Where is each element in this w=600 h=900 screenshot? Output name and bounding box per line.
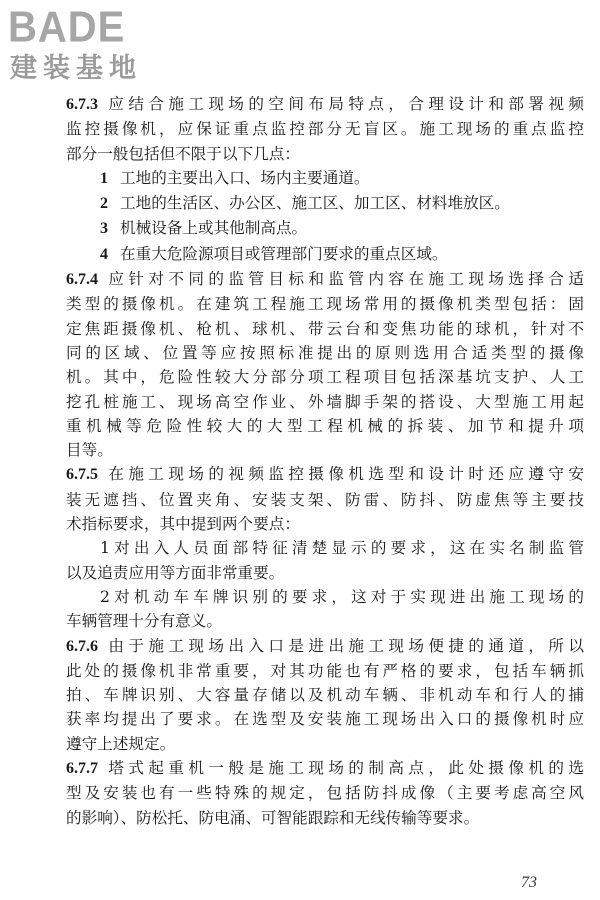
brand-logo [8, 3, 178, 88]
list-item: 1对出入人员面部特征清楚显示的要求，这在实名制监管 [100, 539, 584, 558]
list-item-continuation: 车辆管理十分有意义。 [66, 612, 222, 631]
paragraph-line: 获率均提出了要求。在选型及安装施工现场出入口的摄像机时应 [66, 710, 584, 729]
section-number: 6.7.6 [66, 637, 98, 655]
section-6-7-3-line-1: 6.7.3 应结合施工现场的空间布局特点，合理设计和部署视频 [66, 95, 584, 113]
list-item: 2 工地的生活区、办公区、施工区、加工区、材料堆放区。 [100, 194, 510, 213]
list-item: 2对机动车车牌识别的要求，这对于实现进出施工现场的 [100, 587, 584, 606]
paragraph-line: 部分一般包括但不限于以下几点： [66, 144, 300, 163]
paragraph-line: 的影响）、防松托、防电涌、可智能跟踪和无线传输等要求。 [66, 808, 480, 827]
document-body [66, 92, 584, 830]
paragraph-line: 重机械等危险性较大的大型工程机械的拆装、加节和提升项 [66, 416, 584, 435]
paragraph-line: 挖孔桩施工、现场高空作业、外墙脚手架的搭设、大型施工用起 [66, 392, 584, 411]
section-number: 6.7.7 [66, 760, 98, 778]
list-item: 3 机械设备上或其他制高点。 [100, 219, 308, 238]
list-item: 4 在重大危险源项目或管理部门要求的重点区域。 [100, 244, 448, 263]
paragraph-line: 定焦距摄像机、枪机、球机、带云台和变焦功能的球机，针对不 [66, 319, 584, 338]
section-number: 6.7.5 [66, 466, 98, 484]
paragraph-line: 遵守上述规定。 [66, 734, 176, 753]
paragraph-line: 术指标要求，其中提到两个要点： [66, 515, 300, 534]
section-6-7-4-line-1: 6.7.4 应针对不同的监管目标和监管内容在施工现场选择合适 [66, 270, 584, 289]
section-6-7-5-line-1: 6.7.5 在施工现场的视频监控摄像机选型和设计时还应遵守安 [66, 465, 584, 484]
logo-wordmark: BADE [8, 3, 126, 52]
section-6-7-6-line-1: 6.7.6 由于施工现场出入口是进出施工现场便捷的通道，所以 [66, 636, 584, 655]
paragraph-line: 同的区域、位置等应按照标准提出的原则选用合适类型的摄像 [66, 343, 584, 362]
list-item-continuation: 以及追责应用等方面非常重要。 [66, 563, 285, 582]
paragraph-line: 装无遮挡、位置夹角、安装支架、防雷、防抖、防虚焦等主要技 [66, 490, 584, 509]
list-item: 1 工地的主要出入口、场内主要通道。 [100, 168, 370, 187]
paragraph-line: 此处的摄像机非常重要，对其功能也有严格的要求，包括车辆抓 [66, 661, 584, 680]
paragraph-line: 类型的摄像机。在建筑工程施工现场常用的摄像机类型包括：固 [66, 295, 584, 314]
section-number: 6.7.3 [66, 96, 98, 113]
section-6-7-7-line-1: 6.7.7 塔式起重机一般是施工现场的制高点，此处摄像机的选 [66, 759, 584, 778]
logo-subtitle: 建装基地 [10, 53, 142, 84]
paragraph-line: 目等。 [66, 441, 113, 460]
paragraph-line: 监控摄像机，应保证重点监控部分无盲区。施工现场的重点监控 [66, 120, 584, 139]
paragraph-line: 拍、车牌识别、大容量存储以及机动车辆、非机动车和行人的捕 [66, 686, 584, 705]
paragraph-line: 机。其中，危险性较大分部分项工程项目包括深基坑支护、人工 [66, 368, 584, 387]
section-number: 6.7.4 [66, 271, 98, 289]
paragraph-line: 型及安装也有一些特殊的规定，包括防抖成像（主要考虑高空风 [66, 784, 584, 803]
page-number: 73 [521, 874, 537, 891]
